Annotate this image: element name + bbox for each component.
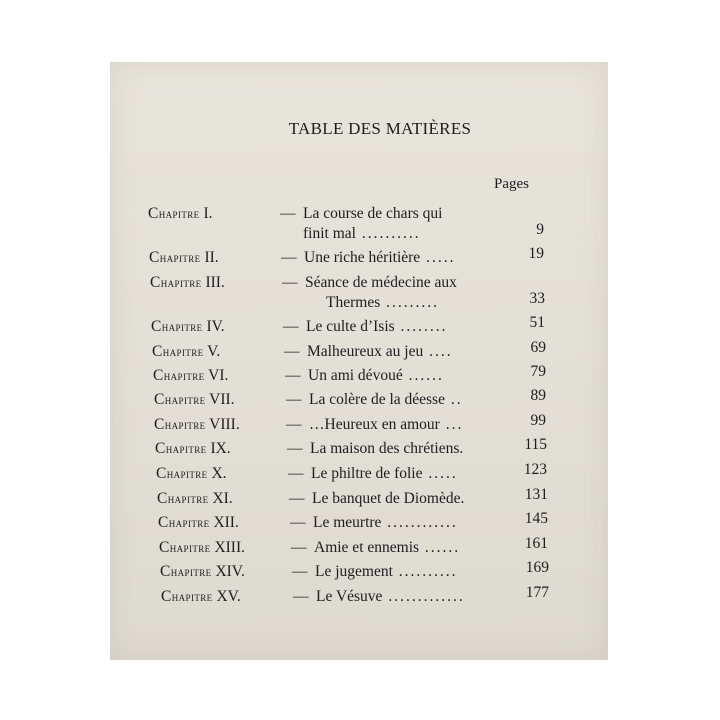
chapter-label xyxy=(148,204,212,224)
chapter-label xyxy=(149,248,219,268)
chapter-dash: — xyxy=(285,367,301,384)
chapter-numeral: V. xyxy=(203,343,221,360)
dot-leader: ............ xyxy=(381,514,458,531)
page-title: TABLE DES MATIÈRES xyxy=(288,119,472,138)
chapter-dash: — xyxy=(284,343,300,360)
chapter-numeral: XV. xyxy=(212,588,241,605)
page-number: 169 xyxy=(525,559,549,576)
chapter-label xyxy=(152,342,220,362)
chapter-word: Chapitre xyxy=(155,440,207,457)
chapter-numeral: VII. xyxy=(205,391,235,408)
chapter-numeral: I. xyxy=(199,205,213,222)
chapter-label xyxy=(158,513,239,533)
page-number: 89 xyxy=(530,387,546,404)
page-number: 145 xyxy=(524,510,548,527)
chapter-dash: — xyxy=(291,539,307,556)
chapter-title: Thermes ......... xyxy=(326,294,439,311)
chapter-numeral: X. xyxy=(207,465,227,482)
chapter-label xyxy=(155,439,231,459)
chapter-label xyxy=(157,489,233,509)
chapter-word: Chapitre xyxy=(160,563,212,580)
chapter-word: Chapitre xyxy=(156,465,208,482)
dot-leader: ............. xyxy=(382,588,465,605)
chapter-title: La maison des chrétiens. xyxy=(310,440,464,457)
chapter-title: Le banquet de Diomède. xyxy=(312,490,465,507)
chapter-numeral: VI. xyxy=(204,367,229,384)
chapter-dash: — xyxy=(290,514,306,531)
chapter-label xyxy=(160,562,245,582)
chapter-title: La colère de la déesse .. xyxy=(309,391,463,408)
chapter-title: finit mal .......... xyxy=(303,225,421,242)
chapter-word: Chapitre xyxy=(161,588,213,605)
chapter-title: Le philtre de folie ..... xyxy=(311,465,458,482)
chapter-dash: — xyxy=(281,249,297,266)
chapter-title: …Heureux en amour ... xyxy=(309,416,464,433)
chapter-title: Un ami dévoué ...... xyxy=(308,367,444,384)
chapter-dash: — xyxy=(288,465,304,482)
dot-leader: ...... xyxy=(419,539,461,556)
chapter-label xyxy=(154,390,235,410)
chapter-word: Chapitre xyxy=(157,490,209,507)
chapter-word: Chapitre xyxy=(149,249,201,266)
table-of-contents xyxy=(110,62,608,660)
chapter-title: La course de chars qui xyxy=(303,205,443,222)
chapter-numeral: IX. xyxy=(206,440,231,457)
chapter-dash: — xyxy=(289,490,305,507)
chapter-word: Chapitre xyxy=(151,318,203,335)
chapter-numeral: XIV. xyxy=(211,563,245,580)
chapter-label xyxy=(151,317,225,337)
chapter-dash: — xyxy=(286,416,302,433)
page-number: 123 xyxy=(523,461,547,478)
dot-leader: ... xyxy=(439,416,464,433)
page-number: 51 xyxy=(529,314,545,331)
chapter-word: Chapitre xyxy=(154,391,206,408)
dot-leader: ..... xyxy=(422,465,458,482)
chapter-dash: — xyxy=(293,588,309,605)
chapter-word: Chapitre xyxy=(158,514,210,531)
chapter-title: Le meurtre ............ xyxy=(313,514,458,531)
dot-leader: ...... xyxy=(402,367,444,384)
chapter-title: Le Vésuve ............. xyxy=(316,588,465,605)
dot-leader: ......... xyxy=(380,294,439,311)
chapter-dash: — xyxy=(286,391,302,408)
chapter-numeral: XII. xyxy=(209,514,239,531)
page-number: 177 xyxy=(525,584,549,601)
chapter-numeral: XI. xyxy=(208,490,233,507)
dot-leader: .......... xyxy=(392,563,458,580)
chapter-word: Chapitre xyxy=(148,205,200,222)
chapter-dash: — xyxy=(280,205,296,222)
chapter-label xyxy=(161,587,241,607)
chapter-numeral: III. xyxy=(201,274,225,291)
chapter-numeral: IV. xyxy=(202,318,225,335)
chapter-numeral: VIII. xyxy=(205,416,240,433)
chapter-title: Le jugement .......... xyxy=(315,563,458,580)
chapter-word: Chapitre xyxy=(154,416,206,433)
dot-leader: ........ xyxy=(394,318,448,335)
page-number: 131 xyxy=(524,486,548,503)
chapter-title: Amie et ennemis ...... xyxy=(314,539,461,556)
page-number: 79 xyxy=(530,363,546,380)
page-number: 9 xyxy=(536,221,544,238)
page-number: 69 xyxy=(530,339,546,356)
book-page xyxy=(110,62,608,660)
chapter-title: Une riche héritière ..... xyxy=(304,249,456,266)
chapter-dash: — xyxy=(287,440,303,457)
page-number: 33 xyxy=(529,290,545,307)
chapter-label xyxy=(153,366,228,386)
dot-leader: .... xyxy=(423,343,453,360)
chapter-dash: — xyxy=(292,563,308,580)
chapter-dash: — xyxy=(283,318,299,335)
chapter-title: Séance de médecine aux xyxy=(305,274,457,291)
chapter-word: Chapitre xyxy=(159,539,211,556)
chapter-dash: — xyxy=(282,274,298,291)
dot-leader: .. xyxy=(444,391,463,408)
dot-leader: ..... xyxy=(420,249,456,266)
chapter-label xyxy=(156,464,227,484)
chapter-word: Chapitre xyxy=(153,367,205,384)
page-number: 161 xyxy=(524,535,548,552)
page-number: 115 xyxy=(524,436,547,453)
chapter-numeral: XIII. xyxy=(210,539,245,556)
page-number: 99 xyxy=(530,412,546,429)
chapter-label xyxy=(159,538,245,558)
page-number: 19 xyxy=(528,245,544,262)
dot-leader: .......... xyxy=(355,225,421,242)
chapter-numeral: II. xyxy=(200,249,219,266)
chapter-title: Malheureux au jeu .... xyxy=(307,343,453,360)
chapter-label xyxy=(154,415,240,435)
pages-column-header: Pages xyxy=(494,176,529,192)
chapter-word: Chapitre xyxy=(152,343,204,360)
chapter-word: Chapitre xyxy=(150,274,202,291)
chapter-label xyxy=(150,273,225,293)
chapter-title: Le culte d’Isis ........ xyxy=(306,318,448,335)
